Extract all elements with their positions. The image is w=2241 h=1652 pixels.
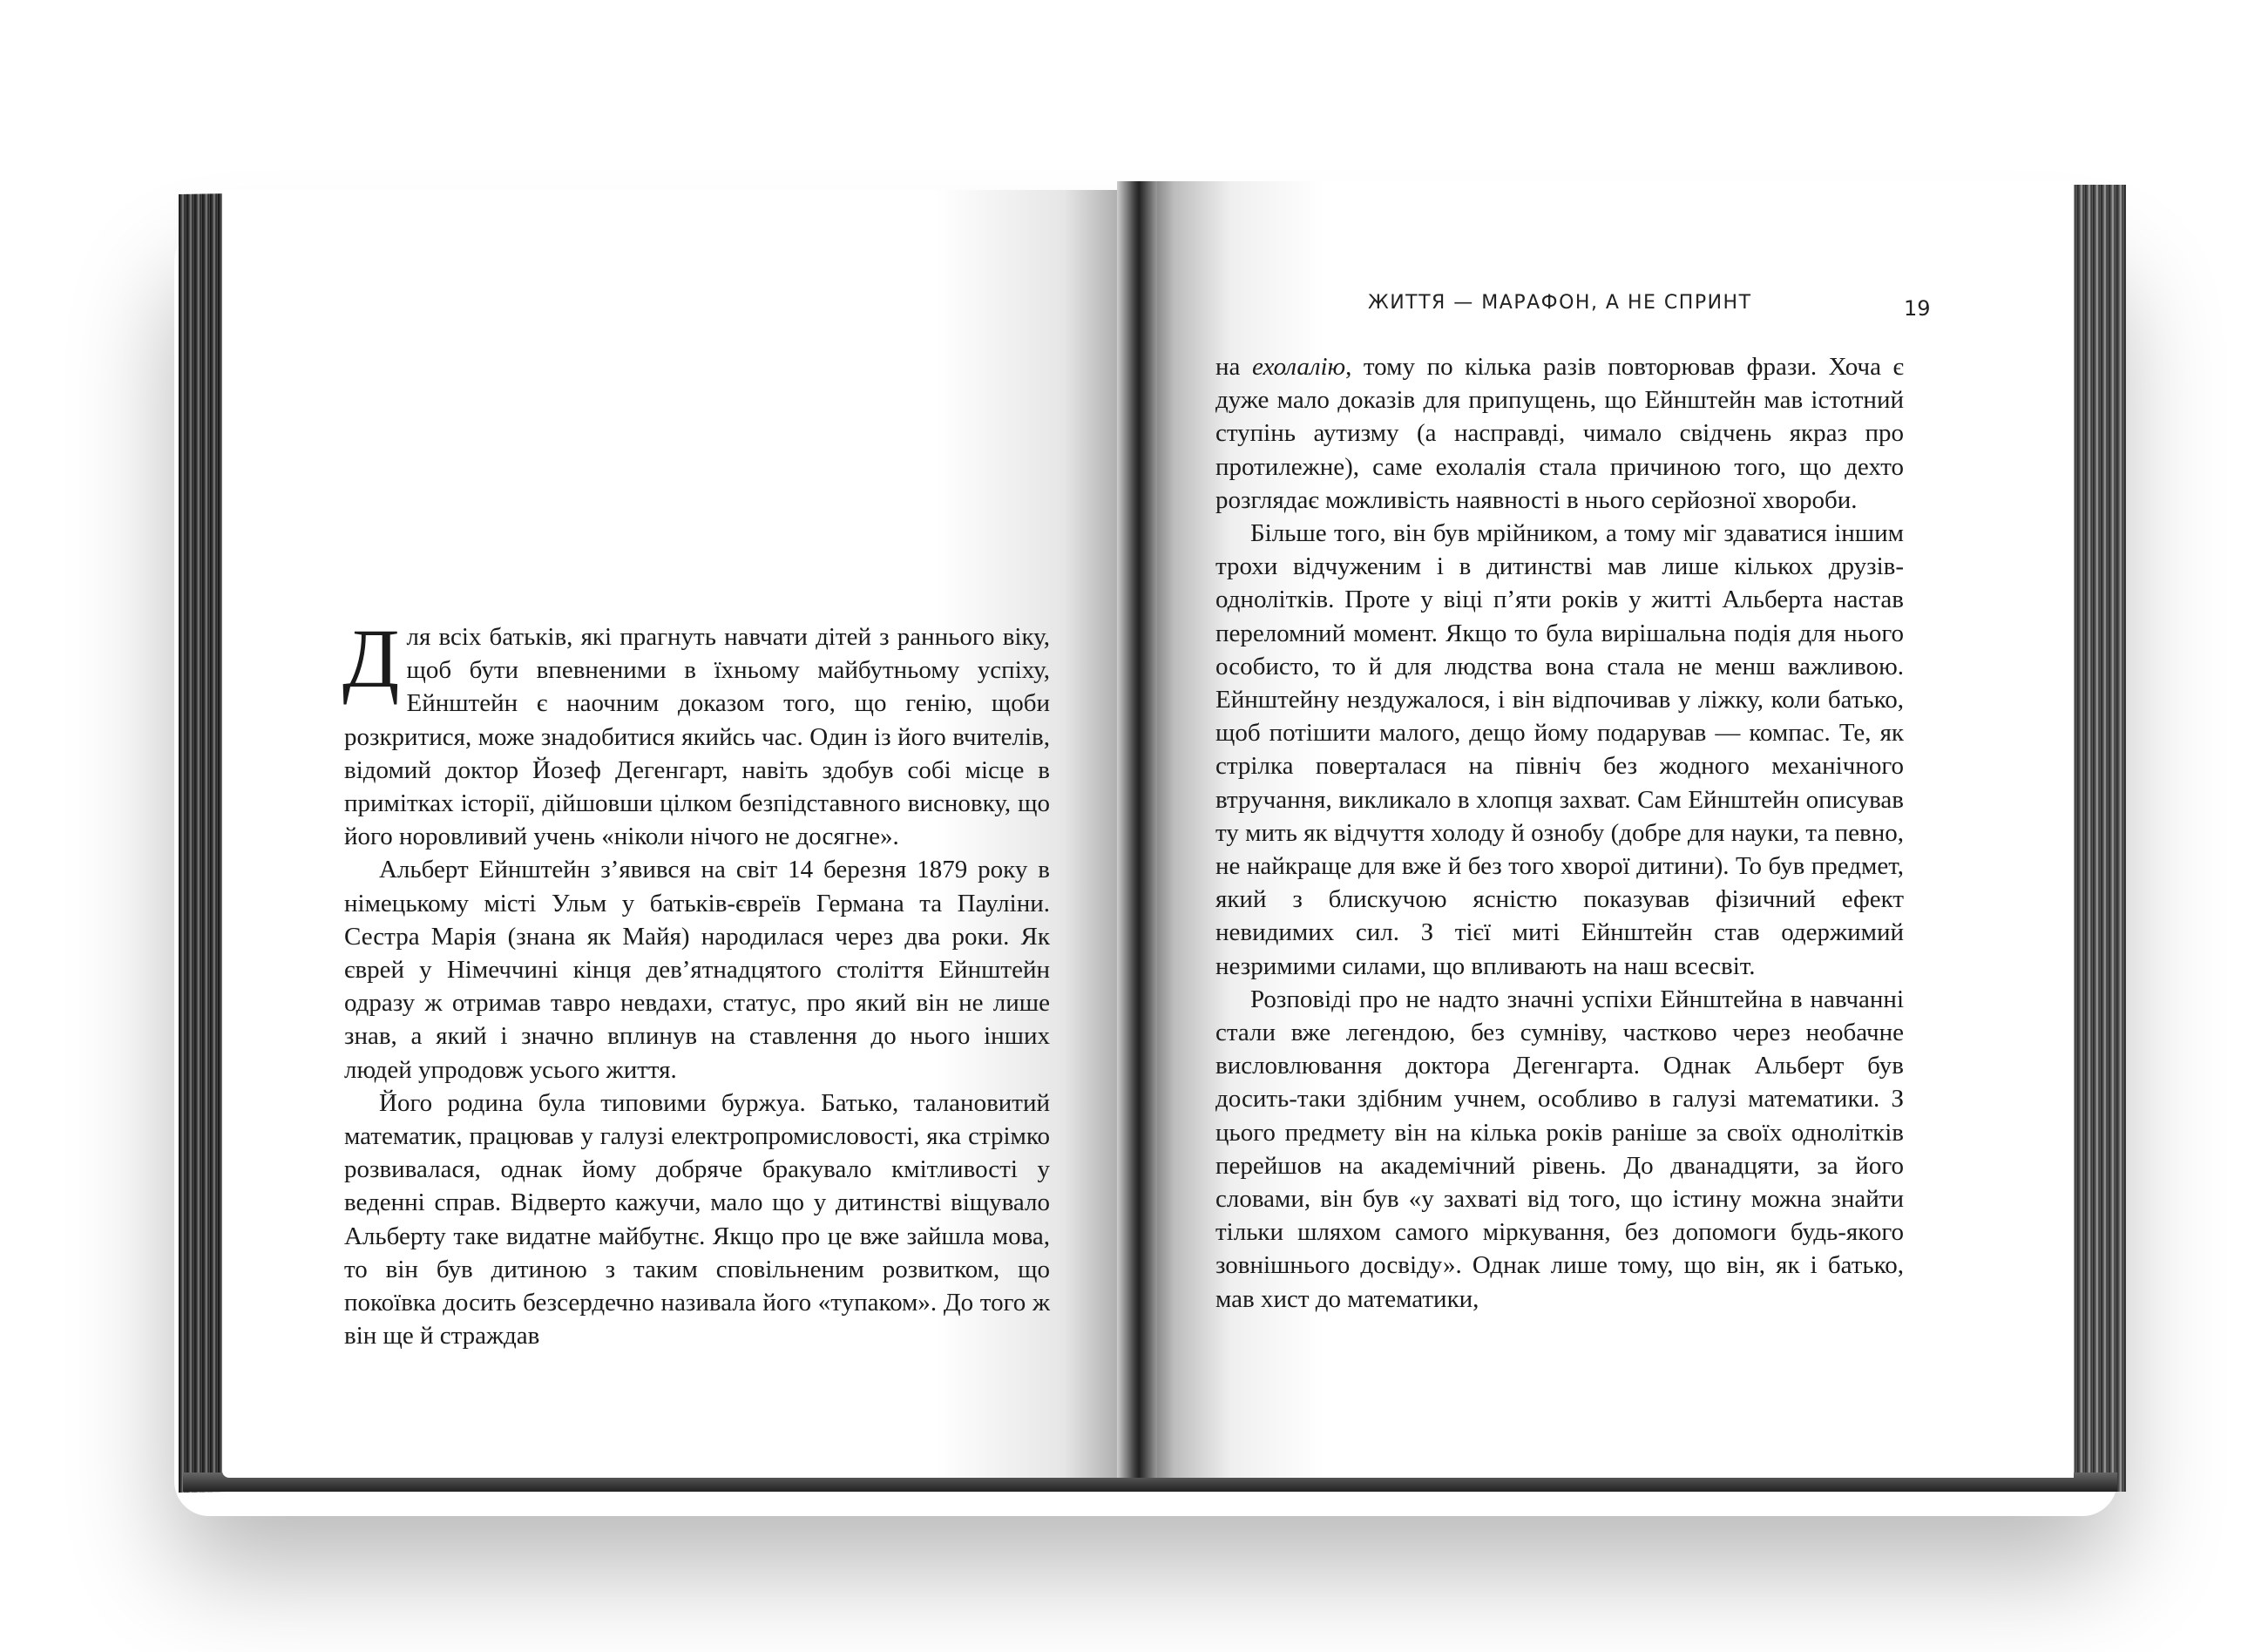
left-paragraph-1-text: ля всіх батьків, які прагнуть навчати дітей з раннього віку, щоб бути впевненими в їхньому майбутньому успіху, Ейнштейн є наочним доказом того, що генію, щоби розкритися, може знадобитися якийсь час. Один із його вчителів, відомий доктор Йозеф Дегенгарт, навіть здобув собі місце в примітках історії, дійшовши цілком безпідставного висновку, що його норовливий учень «ніколи нічого не досягне».	[344, 623, 1050, 851]
right-paragraph-1-after: , тому по кілька разів повторював фрази. Хоча є дуже мало доказів для припущень, що Ейнштейн мав істотний ступінь аутизму (а насправді, чимало свідчень якраз про протилежне), саме ехолалія стала причиною того, що дехто розглядає можливість наявності в нього серйозної хвороби.	[1215, 353, 1904, 514]
right-paragraph-3: Розповіді про не надто значні успіхи Ейнштейна в навчанні стали вже легендою, без сумніву, частково через необачне висловлювання доктора Дегенгарта. Однак Альберт був досить-таки здібним учнем, особливо в галузі математики. З цього предмету він на кілька років раніше за своїх однолітків перейшов на академічний рівень. До дванадцяти, за його словами, він був «у захваті від того, що істину можна знайти тільки шляхом самого міркування, без допомоги будь-якого зовнішнього досвіду». Однак лише тому, що він, як і батько, мав хист до математики,	[1215, 985, 1904, 1313]
drop-cap: Д	[342, 612, 400, 705]
left-paragraph-1	[342, 612, 1050, 853]
page-number: 19	[1904, 296, 1931, 321]
running-head: ЖИТТЯ — МАРАФОН, А НЕ СПРИНТ	[1368, 292, 1752, 314]
echolalia-term: ехолалію	[1251, 353, 1346, 381]
right-paragraph-1	[1215, 350, 1904, 517]
right-page-text	[1215, 350, 1904, 1316]
book-gutter	[1117, 181, 1157, 1478]
left-paragraph-3: Його родина була типовими буржуа. Батько, талановитий математик, працював у галузі електропромисловості, яка стрімко розвивалася, однак йому добряче бракувало кмітливості у веденні справ. Відверто кажучи, мало що у дитинстві віщувало Альберту таке видатне майбутнє. Якщо про це вже зайшла мова, то він був дитиною з таким сповільненим розвитком, що покоївка досить безсердечно називала його «тупаком». До того ж він ще й страждав	[344, 1088, 1050, 1351]
left-page-text	[342, 612, 1050, 1352]
right-paragraph-1-before: на	[1215, 353, 1252, 381]
right-paragraph-2: Більше того, він був мрійником, а тому міг здаватися іншим трохи відчуженим і в дитинстві мав лише кількох друзів-однолітків. Проте у віці п’яти років у житті Альберта настав переломний момент. Якщо то була вирішальна подія для нього особисто, то й для людства вона стала не менш важливою. Ейнштейну нездужалося, і він відпочивав у ліжку, коли батько, щоб потішити малого, дещо йому подарував — компас. Те, як стрілка поверталася на північ без жодного механічного втручання, викликало в хлопця захват. Сам Ейнштейн описував ту мить як відчуття холоду й ознобу (добре для науки, та певно, не найкраще для вже й без того хворої дитини). То був предмет, який з блискучою ясністю показував фізичний ефект невидимих сил. З тієї миті Ейнштейн став одержимий незримими силами, що впливають на наш всесвіт.	[1215, 519, 1904, 980]
left-paragraph-2: Альберт Ейнштейн з’явився на світ 14 березня 1879 року в німецькому місті Ульм у батьків-євреїв Германа та Пауліни. Сестра Марія (знана як Майя) народилася через два роки. Як єврей у Німеччині кінця дев’ятнадцятого століття Ейнштейн одразу ж отримав тавро невдахи, статус, про який він не лише знав, а який і значно вплинув на ставлення до нього інших людей упродовж усього життя.	[344, 856, 1050, 1084]
